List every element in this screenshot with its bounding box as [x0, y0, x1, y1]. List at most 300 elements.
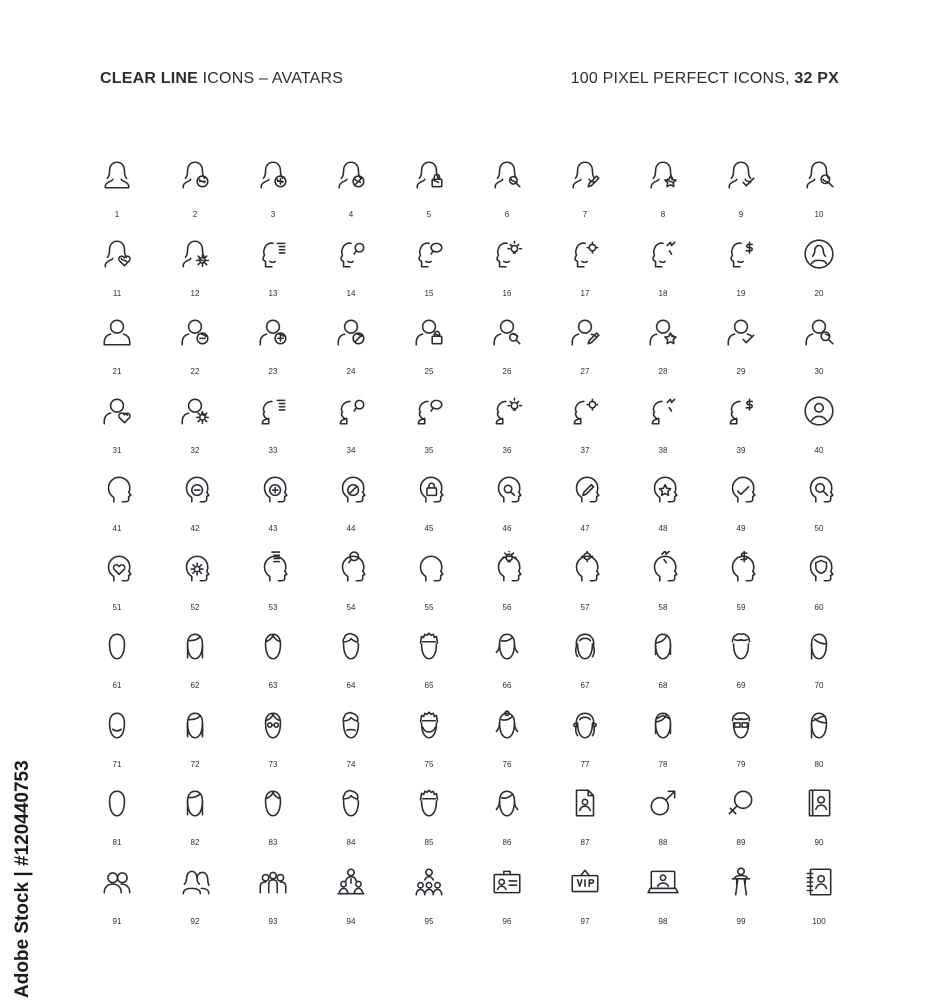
face-curly-hair-icon	[334, 621, 368, 668]
head-stress-icon	[646, 543, 680, 590]
icon-number: 38	[658, 445, 668, 455]
head-heart-icon	[100, 543, 134, 590]
female-avatar-zoom-icon	[802, 150, 836, 197]
page-subtitle: 100 PIXEL PERFECT ICONS, 32 PX	[570, 70, 839, 87]
male-avatar-edit-icon	[568, 307, 602, 354]
icon-cell	[234, 464, 312, 543]
icon-cell	[156, 150, 234, 229]
head-block-icon	[334, 464, 368, 511]
icon-cell	[78, 700, 156, 779]
icon-number: 2	[192, 210, 198, 219]
female-avatar-check-icon	[724, 150, 758, 197]
icon-cell	[234, 150, 312, 229]
icon-cell	[390, 621, 468, 700]
icon-number: 69	[736, 681, 746, 690]
female-avatar-lock-icon	[412, 150, 446, 197]
icon-number: 62	[190, 681, 200, 690]
female-avatar-add-icon	[256, 150, 290, 197]
icon-cell	[156, 621, 234, 700]
icon-cell	[468, 700, 546, 779]
icon-number: 100	[812, 916, 826, 926]
icon-cell	[156, 307, 234, 386]
head-search-icon	[490, 464, 524, 511]
icon-number: 9	[738, 210, 744, 219]
face-full-beard-icon	[412, 700, 446, 747]
face-short-hair-icon	[256, 621, 290, 668]
icon-number: 64	[346, 681, 356, 690]
icon-number: 67	[580, 681, 590, 690]
icon-cell	[390, 700, 468, 779]
icon-cell	[546, 464, 624, 543]
icon-number: 93	[268, 916, 278, 926]
icon-cell	[234, 857, 312, 936]
icon-cell	[468, 857, 546, 936]
stock-watermark-id: Adobe Stock | #120440753	[12, 760, 33, 998]
icon-cell	[156, 778, 234, 857]
female-avatar-heart-icon	[100, 229, 134, 276]
face-woman-icon	[178, 778, 212, 825]
icon-cell	[780, 464, 858, 543]
icon-cell	[780, 700, 858, 779]
female-profile-money-icon	[724, 229, 758, 276]
icon-number: 15	[424, 288, 434, 298]
icon-number: 85	[424, 838, 434, 847]
icon-number: 14	[346, 288, 356, 298]
icon-number: 46	[502, 524, 512, 533]
two-women-icon	[178, 857, 212, 904]
icon-cell	[780, 543, 858, 622]
female-symbol-icon	[724, 778, 758, 825]
face-afro-icon	[724, 621, 758, 668]
male-profile-idea-icon	[490, 386, 524, 433]
head-zoom-icon	[802, 464, 836, 511]
icon-cell	[390, 778, 468, 857]
icon-number: 73	[268, 759, 278, 769]
face-nerd-icon	[724, 700, 758, 747]
icon-number: 43	[268, 524, 278, 533]
icon-cell	[78, 778, 156, 857]
icon-number: 86	[502, 838, 512, 847]
icon-cell	[234, 778, 312, 857]
speaker-podium-icon	[724, 857, 758, 904]
male-avatar-check-icon	[724, 307, 758, 354]
icon-cell	[468, 464, 546, 543]
user-document-icon	[568, 778, 602, 825]
icon-number: 99	[736, 916, 746, 926]
male-avatar-circle-icon	[802, 386, 836, 433]
icon-cell	[468, 386, 546, 465]
male-avatar-gear-icon	[178, 386, 212, 433]
icon-number: 82	[190, 838, 200, 847]
face-wavy-hair-icon	[568, 621, 602, 668]
head-lock-icon	[412, 464, 446, 511]
icon-cell	[234, 307, 312, 386]
icon-number: 24	[346, 367, 356, 376]
icon-cell	[546, 150, 624, 229]
icon-number: 30	[814, 367, 824, 376]
icon-cell	[702, 150, 780, 229]
team-hierarchy-icon	[334, 857, 368, 904]
icon-cell	[702, 543, 780, 622]
female-profile-list-icon	[256, 229, 290, 276]
icon-number: 44	[346, 524, 356, 533]
icon-number: 36	[502, 445, 512, 455]
icon-number: 79	[736, 759, 746, 769]
male-avatar-icon	[100, 307, 134, 354]
icon-cell	[312, 150, 390, 229]
icon-cell	[156, 464, 234, 543]
head-profile-icon	[100, 464, 134, 511]
face-goatee-icon	[256, 778, 290, 825]
icon-number: 98	[658, 916, 668, 926]
icon-number: 41	[112, 524, 122, 533]
icon-cell	[546, 543, 624, 622]
icon-number: 90	[814, 838, 824, 847]
icon-cell	[702, 464, 780, 543]
icon-number: 16	[502, 288, 512, 298]
team-leader-icon	[412, 857, 446, 904]
icon-cell	[390, 464, 468, 543]
icon-number: 78	[658, 759, 668, 769]
icon-cell	[624, 464, 702, 543]
icon-number: 47	[580, 524, 590, 533]
icon-cell	[624, 700, 702, 779]
male-profile-speech-icon	[412, 386, 446, 433]
icon-number: 23	[268, 367, 278, 376]
head-gear-icon	[178, 543, 212, 590]
icon-cell	[390, 229, 468, 308]
face-spiky-hair-icon	[412, 621, 446, 668]
icon-number: 28	[658, 367, 668, 376]
icon-cell	[156, 857, 234, 936]
icon-cell	[546, 778, 624, 857]
icon-cell	[702, 778, 780, 857]
icon-cell	[702, 621, 780, 700]
male-avatar-add-icon	[256, 307, 290, 354]
icon-number: 75	[424, 759, 434, 769]
head-check-icon	[724, 464, 758, 511]
icon-number: 91	[112, 916, 122, 926]
male-avatar-lock-icon	[412, 307, 446, 354]
icon-number: 58	[658, 602, 668, 612]
icon-number: 71	[112, 759, 122, 769]
icon-number: 81	[112, 838, 122, 847]
icon-number: 17	[580, 288, 590, 298]
icon-number: 13	[268, 288, 278, 298]
male-avatar-block-icon	[334, 307, 368, 354]
face-bob-hair-icon	[490, 621, 524, 668]
female-profile-speech-icon	[412, 229, 446, 276]
icon-number: 40	[814, 445, 824, 455]
face-bun-hair-icon	[490, 700, 524, 747]
icon-number: 61	[112, 681, 122, 690]
icon-number: 76	[502, 759, 512, 769]
female-avatar-edit-icon	[568, 150, 602, 197]
icon-cell	[234, 621, 312, 700]
icon-number: 42	[190, 524, 200, 533]
icon-number: 6	[504, 210, 510, 219]
female-profile-chat-icon	[334, 229, 368, 276]
face-side-part-icon	[646, 621, 680, 668]
icon-number: 68	[658, 681, 668, 690]
icon-number: 51	[112, 602, 122, 612]
icon-number: 5	[426, 210, 432, 219]
icon-number: 48	[658, 524, 668, 533]
male-profile-chat-icon	[334, 386, 368, 433]
icon-number: 1	[114, 210, 120, 219]
icon-number: 45	[424, 524, 434, 533]
vip-badge-icon	[568, 857, 602, 904]
icon-number: 80	[814, 759, 824, 769]
icon-number: 95	[424, 916, 434, 926]
icon-number: 27	[580, 367, 590, 376]
face-grandma-icon	[334, 778, 368, 825]
icon-cell	[624, 150, 702, 229]
page-title: CLEAR LINE ICONS – AVATARS	[100, 70, 344, 87]
icon-number: 18	[658, 288, 668, 298]
icon-cell	[156, 700, 234, 779]
icon-cell	[780, 857, 858, 936]
icon-cell	[234, 386, 312, 465]
icon-number: 19	[736, 288, 746, 298]
icon-number: 31	[112, 445, 122, 455]
icon-number: 50	[814, 524, 824, 533]
icon-cell	[78, 543, 156, 622]
female-profile-stress-icon	[646, 229, 680, 276]
icon-cell	[390, 857, 468, 936]
icon-number: 57	[580, 602, 590, 612]
icon-cell	[312, 307, 390, 386]
user-group-icon	[256, 857, 290, 904]
icon-cell	[624, 229, 702, 308]
head-minus-icon	[178, 464, 212, 511]
icon-cell	[156, 543, 234, 622]
icon-number: 35	[424, 445, 434, 455]
icon-cell	[78, 386, 156, 465]
head-shield-icon	[802, 543, 836, 590]
icon-cell	[546, 386, 624, 465]
icon-cell	[390, 307, 468, 386]
icon-cell	[78, 857, 156, 936]
icon-number: 20	[814, 288, 824, 298]
icon-cell	[390, 543, 468, 622]
male-profile-target-icon	[568, 386, 602, 433]
icon-number: 3	[270, 210, 276, 219]
icon-cell	[702, 700, 780, 779]
two-users-icon	[100, 857, 134, 904]
icon-cell	[780, 229, 858, 308]
female-avatar-minus-icon	[178, 150, 212, 197]
icon-number: 84	[346, 838, 356, 847]
icon-number: 54	[346, 602, 356, 612]
icon-cell	[468, 150, 546, 229]
icon-cell	[780, 778, 858, 857]
icon-cell	[702, 857, 780, 936]
icon-cell	[78, 307, 156, 386]
icon-grid	[78, 150, 858, 935]
icon-number: 65	[424, 681, 434, 690]
icon-number: 39	[736, 445, 746, 455]
icon-cell	[312, 386, 390, 465]
icon-number: 32	[190, 445, 200, 455]
icon-number: 12	[190, 288, 200, 298]
icon-number: 87	[580, 838, 590, 847]
id-card-icon	[490, 857, 524, 904]
icon-number: 11	[112, 288, 122, 298]
face-round-glasses-icon	[412, 778, 446, 825]
icon-number: 56	[502, 602, 512, 612]
face-curly-long-icon	[178, 700, 212, 747]
icon-cell	[546, 700, 624, 779]
icon-cell	[78, 621, 156, 700]
icon-cell	[624, 778, 702, 857]
icon-number: 96	[502, 916, 512, 926]
icon-number: 74	[346, 759, 356, 769]
icon-cell	[468, 778, 546, 857]
face-bald-icon	[100, 621, 134, 668]
icon-cell	[624, 307, 702, 386]
icon-number: 94	[346, 916, 356, 926]
icon-cell	[78, 150, 156, 229]
icon-cell	[234, 543, 312, 622]
icon-number: 10	[814, 210, 824, 219]
icon-number: 34	[346, 445, 356, 455]
head-chat-icon	[334, 543, 368, 590]
icon-number: 89	[736, 838, 746, 847]
icon-number: 49	[736, 524, 746, 533]
icon-cell	[312, 543, 390, 622]
icon-number: 52	[190, 602, 200, 612]
icon-number: 88	[658, 838, 668, 847]
icon-cell	[546, 621, 624, 700]
icon-number: 37	[580, 445, 590, 455]
male-symbol-icon	[646, 778, 680, 825]
icon-number: 97	[580, 916, 590, 926]
male-avatar-heart-icon	[100, 386, 134, 433]
icon-number: 60	[814, 602, 824, 612]
icon-number: 77	[580, 759, 590, 769]
icon-cell	[312, 621, 390, 700]
icon-cell	[546, 307, 624, 386]
icon-cell	[234, 229, 312, 308]
icon-cell	[780, 386, 858, 465]
face-long-hair-icon	[178, 621, 212, 668]
icon-number: 59	[736, 602, 746, 612]
male-avatar-zoom-icon	[802, 307, 836, 354]
female-avatar-block-icon	[334, 150, 368, 197]
icon-cell	[780, 150, 858, 229]
icon-number: 63	[268, 681, 278, 690]
icon-cell	[390, 386, 468, 465]
icon-cell	[546, 229, 624, 308]
user-monitor-icon	[646, 857, 680, 904]
face-young-man-icon	[490, 778, 524, 825]
head-star-icon	[646, 464, 680, 511]
icon-cell	[312, 857, 390, 936]
icon-cell	[780, 621, 858, 700]
icon-cell	[156, 386, 234, 465]
icon-number: 8	[660, 210, 666, 219]
icon-number: 25	[424, 367, 434, 376]
female-avatar-star-icon	[646, 150, 680, 197]
face-fringe-icon	[802, 621, 836, 668]
icon-cell	[624, 857, 702, 936]
icon-number: 21	[112, 367, 122, 376]
icon-cell	[234, 700, 312, 779]
head-money-icon	[724, 543, 758, 590]
male-avatar-minus-icon	[178, 307, 212, 354]
face-old-man-icon	[100, 778, 134, 825]
icon-cell	[390, 150, 468, 229]
icon-cell	[312, 464, 390, 543]
icon-cell	[624, 386, 702, 465]
icon-cell	[468, 307, 546, 386]
icon-cell	[78, 229, 156, 308]
icon-number: 22	[190, 367, 200, 376]
icon-number: 4	[348, 210, 354, 219]
face-swoop-hair-icon	[802, 700, 836, 747]
icon-cell	[468, 621, 546, 700]
icon-number: 29	[736, 367, 746, 376]
icon-number: 33	[268, 445, 278, 455]
icon-cell	[546, 857, 624, 936]
icon-cell	[780, 307, 858, 386]
male-avatar-search-icon	[490, 307, 524, 354]
contact-book-icon	[802, 778, 836, 825]
icon-cell	[312, 778, 390, 857]
icon-number: 72	[190, 759, 200, 769]
face-ears-icon	[568, 700, 602, 747]
icon-number: 53	[268, 602, 278, 612]
address-book-icon	[802, 857, 836, 904]
female-profile-target-icon	[568, 229, 602, 276]
icon-cell	[312, 229, 390, 308]
female-avatar-icon	[100, 150, 134, 197]
face-mustache-icon	[334, 700, 368, 747]
icon-cell	[312, 700, 390, 779]
icon-number: 70	[814, 681, 824, 690]
icon-cell	[624, 543, 702, 622]
icon-cell	[156, 229, 234, 308]
female-avatar-gear-icon	[178, 229, 212, 276]
female-profile-idea-icon	[490, 229, 524, 276]
icon-number: 92	[190, 916, 200, 926]
male-profile-list-icon	[256, 386, 290, 433]
male-profile-money-icon	[724, 386, 758, 433]
icon-cell	[702, 307, 780, 386]
male-profile-stress-icon	[646, 386, 680, 433]
icon-cell	[468, 543, 546, 622]
face-beard-icon	[100, 700, 134, 747]
head-outline-icon	[412, 543, 446, 590]
icon-cell	[702, 386, 780, 465]
face-glasses-icon	[256, 700, 290, 747]
male-avatar-star-icon	[646, 307, 680, 354]
icon-cell	[468, 229, 546, 308]
icon-number: 26	[502, 367, 512, 376]
icon-number: 7	[582, 210, 588, 219]
icon-number: 55	[424, 602, 434, 612]
icon-cell	[702, 229, 780, 308]
head-target-icon	[568, 543, 602, 590]
face-quiff-icon	[646, 700, 680, 747]
head-edit-icon	[568, 464, 602, 511]
head-idea-icon	[490, 543, 524, 590]
icon-cell	[624, 621, 702, 700]
female-avatar-search-icon	[490, 150, 524, 197]
head-add-icon	[256, 464, 290, 511]
icon-number: 83	[268, 838, 278, 847]
